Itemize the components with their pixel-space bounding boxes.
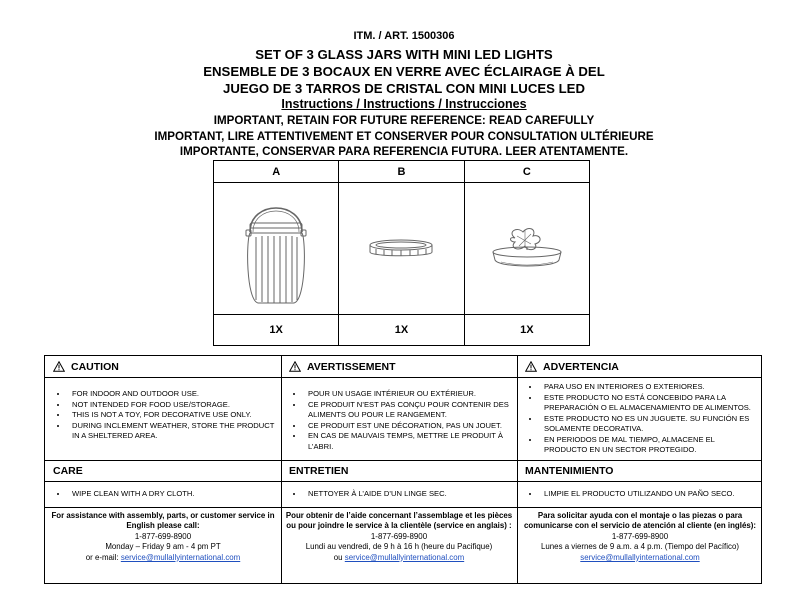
caution-list-spanish bbox=[517, 382, 757, 456]
caution-list-french bbox=[281, 389, 511, 452]
jar-lid-icon bbox=[366, 237, 436, 261]
list-item: • EN PERIODOS DE MAL TIEMPO, ALMACENE EL PRODUCTO EN UN SECTOR PROTEGIDO. bbox=[540, 435, 757, 456]
part-b-qty: 1X bbox=[339, 315, 464, 346]
list-item: • NOT INTENDED FOR FOOD USE/STORAGE. bbox=[68, 400, 275, 411]
assistance-english bbox=[49, 511, 277, 563]
email-link[interactable]: service@mullallyinternational.com bbox=[120, 552, 241, 562]
part-c-qty: 1X bbox=[464, 315, 589, 346]
safety-care-grid bbox=[44, 355, 762, 584]
assistance-hours: Lundi au vendredi, de 9 h à 16 h (heure du Pacifique) bbox=[305, 542, 493, 552]
email-prefix: ou bbox=[333, 552, 345, 562]
list-item: • POUR UN USAGE INTÉRIEUR OU EXTÉRIEUR. bbox=[304, 389, 511, 400]
important-french: IMPORTANT, LIRE ATTENTIVEMENT ET CONSERVER POUR CONSULTATION ULTÉRIEURE bbox=[154, 130, 654, 143]
part-c-image-cell bbox=[464, 183, 589, 315]
list-item: • ESTE PRODUCTO NO ES UN JUGUETE. SU FUNCIÓN ES SOLAMENTE DECORATIVA. bbox=[540, 414, 757, 435]
glass-jar-icon bbox=[236, 190, 316, 308]
assistance-intro: For assistance with assembly, parts, or customer service in English please call: bbox=[51, 511, 275, 531]
parts-table bbox=[213, 160, 590, 346]
list-item: • CE PRODUIT N’EST PAS CONÇU POUR CONTENIR DES ALIMENTS OU POUR LE RANGEMENT. bbox=[304, 400, 511, 421]
warning-icon bbox=[525, 361, 537, 372]
part-a-letter: A bbox=[214, 161, 339, 183]
caution-title: CAUTION bbox=[71, 360, 119, 373]
title-spanish: JUEGO DE 3 TARROS DE CRISTAL CON MINI LUCES LED bbox=[223, 81, 585, 96]
assistance-phone: 1-877-699-8900 bbox=[134, 531, 192, 541]
care-list-spanish bbox=[517, 489, 757, 500]
care-list-french bbox=[281, 489, 511, 500]
part-c-letter: C bbox=[464, 161, 589, 183]
assistance-intro: Pour obtenir de l’aide concernant l’assemblage et les pièces ou pour joindre le service à la clientèle (service en anglais) : bbox=[285, 511, 513, 531]
part-b-letter: B bbox=[339, 161, 464, 183]
entretien-title: ENTRETIEN bbox=[289, 464, 349, 477]
assistance-hours: Monday – Friday 9 am - 4 pm PT bbox=[105, 542, 221, 552]
list-item: • ESTE PRODUCTO NO ESTÁ CONCEBIDO PARA LA PREPARACIÓN O EL ALMACENAMIENTO DE ALIMENTOS. bbox=[540, 393, 757, 414]
important-spanish: IMPORTANTE, CONSERVAR PARA REFERENCIA FUTURA. LEER ATENTAMENTE. bbox=[179, 145, 629, 158]
instructions-heading: Instructions / Instructions / Instrucciones bbox=[281, 97, 527, 111]
avertissement-title: AVERTISSEMENT bbox=[307, 360, 396, 373]
list-item: • WIPE CLEAN WITH A DRY CLOTH. bbox=[68, 489, 275, 500]
assistance-french bbox=[285, 511, 513, 563]
care-list-english bbox=[45, 489, 275, 500]
led-light-icon bbox=[487, 224, 567, 274]
important-english: IMPORTANT, RETAIN FOR FUTURE REFERENCE: READ CAREFULLY bbox=[213, 114, 595, 127]
part-b-image-cell bbox=[339, 183, 464, 315]
part-a-qty: 1X bbox=[214, 315, 339, 346]
assistance-hours: Lunes a viernes de 9 a.m. a 4 p.m. (Tiempo del Pacífico) bbox=[541, 542, 739, 552]
assistance-phone: 1-877-699-8900 bbox=[370, 531, 428, 541]
assistance-phone: 1-877-699-8900 bbox=[611, 531, 669, 541]
list-item: • DURING INCLEMENT WEATHER, STORE THE PRODUCT IN A SHELTERED AREA. bbox=[68, 421, 275, 442]
assistance-intro: Para solicitar ayuda con el montaje o las piezas o para comunicarse con el servicio de atención al cliente (en inglés): bbox=[524, 511, 756, 531]
list-item: • FOR INDOOR AND OUTDOOR USE. bbox=[68, 389, 275, 400]
list-item: • LIMPIE EL PRODUCTO UTILIZANDO UN PAÑO SECO. bbox=[540, 489, 757, 500]
title-english: SET OF 3 GLASS JARS WITH MINI LED LIGHTS bbox=[255, 47, 553, 62]
list-item: • EN CAS DE MAUVAIS TEMPS, METTRE LE PRODUIT À L’ABRI. bbox=[304, 431, 511, 452]
part-a-image-cell bbox=[214, 183, 339, 315]
email-link[interactable]: service@mullallyinternational.com bbox=[344, 552, 465, 562]
advertencia-title: ADVERTENCIA bbox=[543, 360, 619, 373]
email-link[interactable]: service@mullallyinternational.com bbox=[580, 552, 700, 562]
warning-icon bbox=[53, 361, 65, 372]
list-item: • NETTOYER À L’AIDE D’UN LINGE SEC. bbox=[304, 489, 511, 500]
list-item: • CE PRODUIT EST UNE DÉCORATION, PAS UN JOUET. bbox=[304, 421, 511, 432]
email-prefix: or e-mail: bbox=[85, 552, 121, 562]
title-french: ENSEMBLE DE 3 BOCAUX EN VERRE AVEC ÉCLAIRAGE À DEL bbox=[203, 64, 605, 79]
caution-list-english bbox=[45, 389, 275, 442]
warning-icon bbox=[289, 361, 301, 372]
list-item: • THIS IS NOT A TOY, FOR DECORATIVE USE ONLY. bbox=[68, 410, 275, 421]
mantenimiento-title: MANTENIMIENTO bbox=[525, 464, 614, 477]
care-title: CARE bbox=[53, 464, 83, 477]
list-item: • PARA USO EN INTERIORES O EXTERIORES. bbox=[540, 382, 757, 393]
item-number: ITM. / ART. 1500306 bbox=[353, 30, 455, 42]
assistance-spanish bbox=[523, 511, 757, 563]
